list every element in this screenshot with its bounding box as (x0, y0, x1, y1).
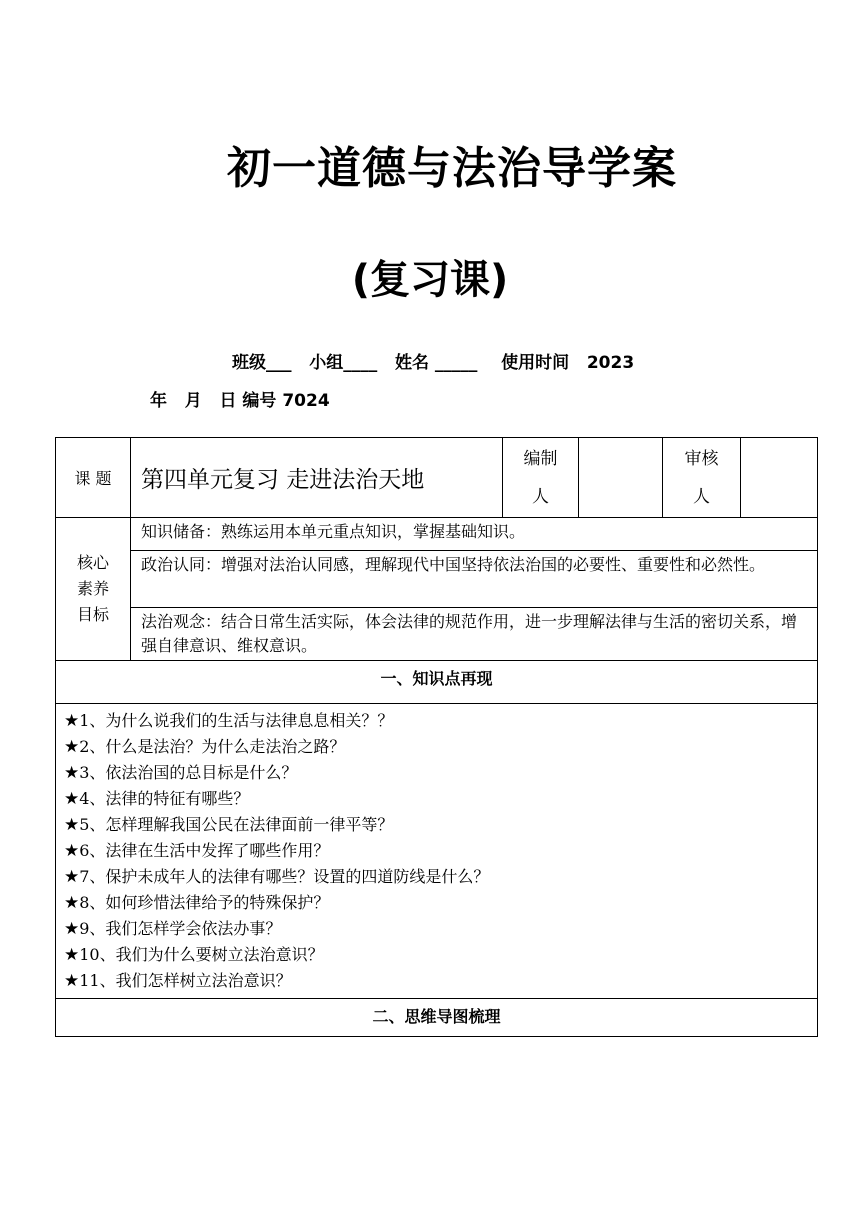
star-icon: ★ (64, 867, 80, 887)
star-icon: ★ (64, 789, 80, 809)
goal-political-identity: 政治认同：增强对法治认同感，理解现代中国坚持依法治国的必要性、重要性和必然性。 (131, 551, 818, 608)
class-group-name-date-line: 班级___ 小组____ 姓名 _____ 使用时间 2023 (232, 353, 635, 373)
question-text: 4、法律的特征有哪些？ (79, 789, 250, 808)
core-label-line-2: 素养 (76, 579, 109, 598)
core-literacy-label (56, 518, 131, 661)
date-number-line: 年 月 日 编号 7024 (150, 391, 330, 411)
course-label: 课 题 (56, 438, 131, 518)
star-icon: ★ (64, 763, 80, 783)
reviewer-label-line-1: 审核 (684, 448, 719, 469)
core-label-line-1: 核心 (76, 553, 109, 572)
question-text: 1、为什么说我们的生活与法律息息相关？？ (79, 711, 394, 730)
document-subtitle: (复习课) (351, 257, 509, 303)
star-icon: ★ (64, 893, 80, 913)
question-text: 11、我们怎样树立法治意识？ (79, 971, 292, 990)
question-item (64, 968, 813, 994)
star-icon: ★ (64, 711, 80, 731)
question-item (64, 916, 813, 942)
editor-label (503, 438, 579, 518)
reviewer-value[interactable] (741, 438, 818, 518)
question-item (64, 864, 813, 890)
question-text: 6、法律在生活中发挥了哪些作用？ (79, 841, 330, 860)
question-text: 8、如何珍惜法律给予的特殊保护？ (79, 893, 330, 912)
goal-row-knowledge (56, 518, 818, 551)
question-text: 5、怎样理解我国公民在法律面前一律平等？ (79, 815, 394, 834)
question-item (64, 812, 813, 838)
question-text: 2、什么是法治？为什么走法治之路？ (79, 737, 346, 756)
star-icon: ★ (64, 815, 80, 835)
question-text: 9、我们怎样学会依法办事？ (79, 919, 282, 938)
star-icon: ★ (64, 737, 80, 757)
question-item (64, 734, 813, 760)
goal-legal-concept: 法治观念：结合日常生活实际，体会法律的规范作用，进一步理解法律与生活的密切关系，增强自律意识、维权意识。 (131, 608, 818, 661)
star-icon: ★ (64, 841, 80, 861)
question-item (64, 838, 813, 864)
editor-label-line-2: 人 (532, 486, 549, 507)
course-topic: 第四单元复习 走进法治天地 (131, 438, 503, 518)
question-item (64, 786, 813, 812)
section-2-title: 二、思维导图梳理 (56, 999, 818, 1037)
goal-knowledge: 知识储备：熟练运用本单元重点知识，掌握基础知识。 (131, 518, 818, 551)
question-item (64, 760, 813, 786)
star-icon: ★ (64, 971, 80, 991)
question-item (64, 708, 813, 734)
section-1-title: 一、知识点再现 (56, 661, 818, 704)
question-text: 7、保护未成年人的法律有哪些？设置的四道防线是什么？ (79, 867, 490, 886)
questions-row (56, 704, 818, 999)
question-text: 3、依法治国的总目标是什么？ (79, 763, 298, 782)
star-icon: ★ (64, 919, 80, 939)
section-2-row (56, 999, 818, 1037)
editor-value[interactable] (579, 438, 663, 518)
star-icon: ★ (64, 945, 80, 965)
reviewer-label-line-2: 人 (693, 486, 710, 507)
editor-label-line-1: 编制 (523, 448, 558, 469)
topic-row (56, 438, 818, 518)
goal-row-political (56, 551, 818, 608)
document-title: 初一道德与法治导学案 (227, 143, 677, 194)
question-text: 10、我们为什么要树立法治意识？ (79, 945, 324, 964)
core-label-line-3: 目标 (76, 605, 109, 624)
goal-row-legal (56, 608, 818, 661)
study-plan-table (55, 437, 818, 1037)
section-1-row (56, 661, 818, 704)
reviewer-label (663, 438, 741, 518)
question-item (64, 942, 813, 968)
question-item (64, 890, 813, 916)
question-list (56, 704, 818, 999)
